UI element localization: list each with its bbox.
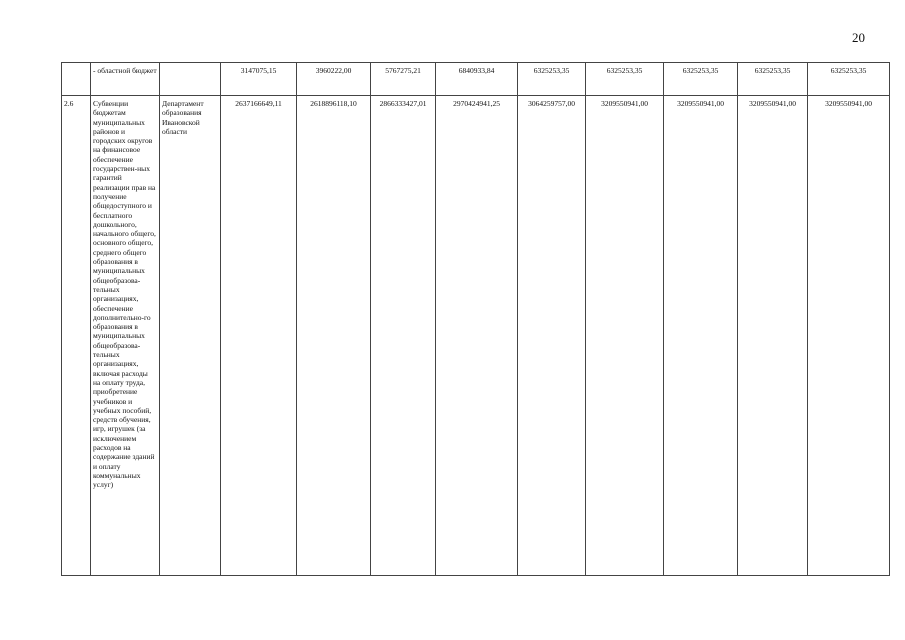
budget-table [61, 62, 890, 576]
row-executor [160, 63, 221, 96]
value-cell: 3209550941,00 [664, 96, 738, 576]
value-cell: 6325253,35 [664, 63, 738, 96]
value-cell: 6840933,84 [436, 63, 518, 96]
value-cell: 3147075,15 [221, 63, 297, 96]
value-cell: 3209550941,00 [586, 96, 664, 576]
table-row [62, 96, 890, 576]
row-executor: Департамент образования Ивановской области [160, 96, 221, 576]
table-row [62, 63, 890, 96]
value-cell: 6325253,35 [738, 63, 808, 96]
row-name: Субвенции бюджетам муниципальных районов и городских округов на финансовое обеспечение государствен-ных гарантий реализации прав на получение общедоступного и бесплатного дошкольного, начального общего, основного общего, среднего общего образования в муниципальных общеобразова-тельных организациях, обеспечение дополнительно-го образования в муниципальных общеобразова-тельных организациях, включая расходы на оплату труда, приобретение учебников и учебных пособий, средств обучения, игр, игрушек (за исключением расходов на содержание зданий и оплату коммунальных услуг) [91, 96, 160, 576]
value-cell: 5767275,21 [371, 63, 436, 96]
value-cell: 3064259757,00 [518, 96, 586, 576]
value-cell: 6325253,35 [586, 63, 664, 96]
value-cell: 2618896118,10 [297, 96, 371, 576]
value-cell: 6325253,35 [808, 63, 890, 96]
row-index [62, 63, 91, 96]
value-cell: 3209550941,00 [808, 96, 890, 576]
value-cell: 2866333427,01 [371, 96, 436, 576]
value-cell: 2637166649,11 [221, 96, 297, 576]
value-cell: 3960222,00 [297, 63, 371, 96]
value-cell: 2970424941,25 [436, 96, 518, 576]
row-index: 2.6 [62, 96, 91, 576]
row-name: - областной бюджет [91, 63, 160, 96]
value-cell: 6325253,35 [518, 63, 586, 96]
value-cell: 3209550941,00 [738, 96, 808, 576]
page-number: 20 [852, 30, 865, 45]
